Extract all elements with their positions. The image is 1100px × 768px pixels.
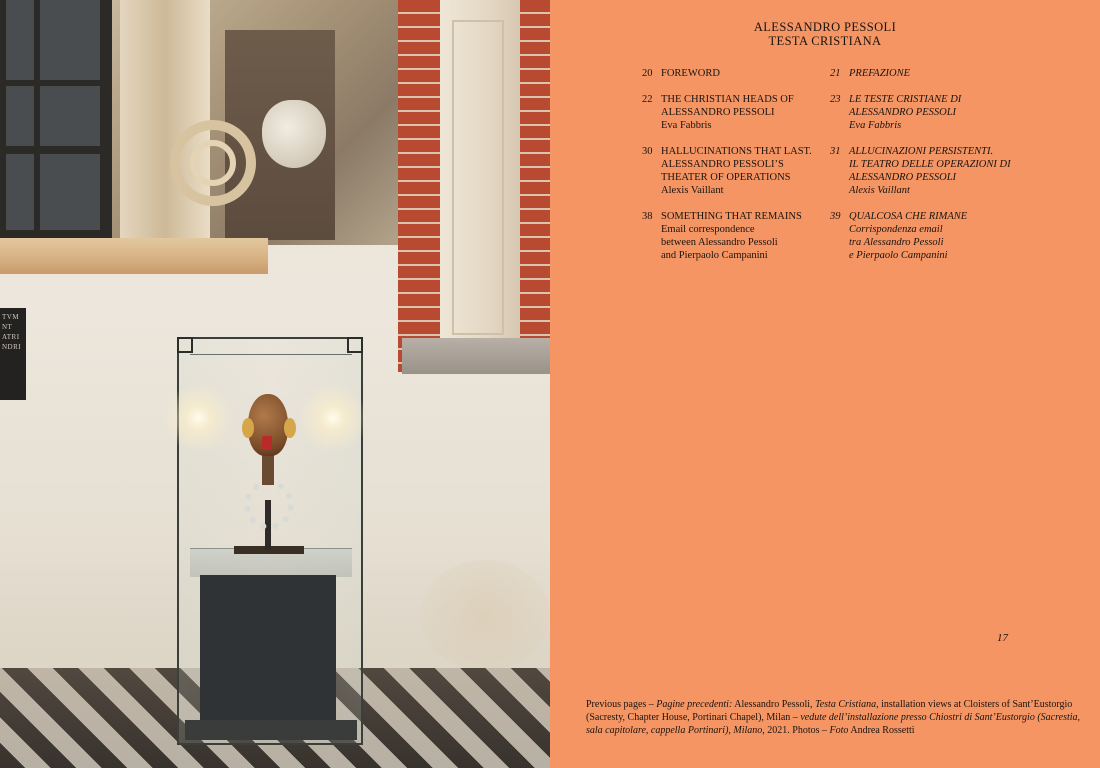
window-sill (0, 238, 268, 274)
photo-caption: Previous pages – Pagine precedenti: Alessandro Pessoli, Testa Cristiana, installation views at Cloisters of Sant’Eustorgio (Sacresty, Chapter House, Portinari Chapel), Milan – vedute dell’installazione presso Chiostri di Sant’Eustorgio (Sacrestia, sala capitolare, cappella Portinari), Milano, 2021. Photos – Foto Andrea Rossetti (586, 699, 1081, 736)
pedestal (200, 575, 336, 723)
toc-author: Alexis Vaillant (849, 185, 910, 196)
toc-page-number: 31 (830, 146, 841, 157)
window (0, 0, 112, 245)
wreath (244, 480, 294, 530)
toc-page-number: 20 (642, 68, 653, 79)
toc-author: Eva Fabbris (849, 120, 902, 131)
artist-name: ALESSANDRO PESSOLI (753, 20, 897, 34)
exhibition-title: TESTA CRISTIANA (768, 34, 882, 48)
toc-page-number: 22 (642, 94, 653, 105)
page-title (550, 20, 1100, 48)
fresco-column (120, 0, 210, 240)
toc-author: Alexis Vaillant (661, 185, 724, 196)
toc-author: Eva Fabbris (661, 120, 712, 131)
vitrine-light (163, 383, 233, 453)
toc-page-number: 21 (830, 68, 841, 79)
vitrine-light (298, 383, 368, 453)
plaque-inscription: TVM NT ATRI NDRI (2, 313, 22, 351)
page-number: 17 (997, 632, 1008, 644)
toc-page-number: 23 (830, 94, 841, 105)
text-page: ALESSANDRO PESSOLI TESTA CRISTIANA 20 FOREWORD 22 THE CHRISTIAN HEADS OF ALESSANDRO PESSOLI Eva Fabbris 30 HALLUCINATIONS THAT LAST. ALESSANDRO PESSOLI’S THEATER OF OPERATIONS Alexis Vaillant 38 SOMETHING THAT REMAINS Email correspondence between Alessandro Pessoli and Pierpaolo Campanini 21 PREFAZIONE 23 LE TESTE CRISTIANE DI ALESSANDRO PESSOLI Eva Fabbris 31 ALLUCINAZIONI PERSISTENTI. IL TEATRO DELLE OPERAZIONI DI ALESSANDRO PESSOLI Alexis Vaillant 39 QUALCOSA CHE RIMANE Corrispondenza email tra Alessandro Pessoli e Pierpaolo Campanini 17 Previous pages – Pagine precedenti: Alessandro Pessoli, Testa Cristiana, installation views at Cloisters of Sant’Eustorgio (Sacresty, Chapter House, Portinari Chapel), Milan – vedute dell’installazione presso Chiostri di Sant’Eustorgio (Sacrestia, sala capitolare, cappella Portinari), Milano, 2021. Photos – Foto Andrea Rossetti (550, 0, 1100, 768)
fruit-garland (262, 100, 326, 168)
toc-page-number: 30 (642, 146, 653, 157)
toc-page-number: 38 (642, 211, 653, 222)
toc-page-number: 39 (830, 211, 841, 222)
